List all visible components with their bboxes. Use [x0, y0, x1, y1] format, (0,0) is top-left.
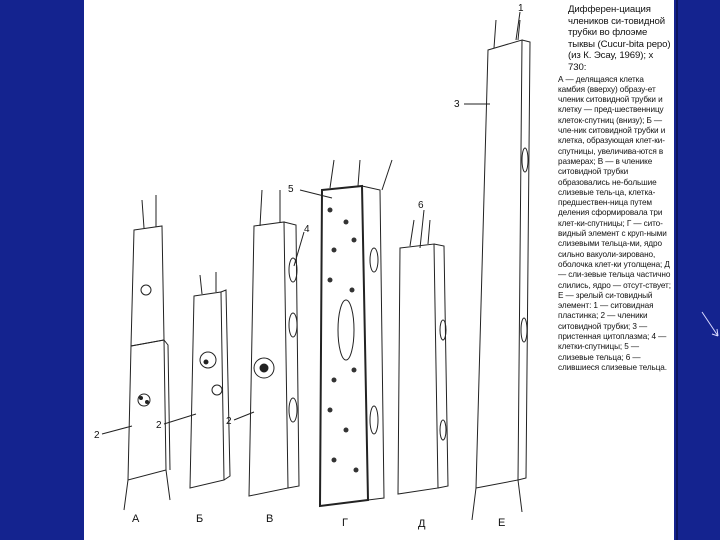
caption-title: Дифферен-циация члеников си-товидной трубки во флоэме тыквы (Cucur-bita pepo) (из К. Эсау, 1969); х 730: [568, 4, 671, 73]
cell-panel-a [124, 195, 170, 510]
cell-panel-d [398, 220, 448, 494]
callout-1: 1 [518, 3, 524, 14]
panel-label-b: Б [196, 513, 204, 525]
panel-label-d: Д [418, 518, 426, 530]
callout-4: 4 [304, 224, 310, 235]
cell-panel-b [190, 272, 230, 488]
figure-page [84, 0, 674, 540]
cell-panel-e [472, 20, 530, 520]
callout-2-b: 2 [156, 420, 162, 431]
cell-panel-v [249, 190, 299, 496]
callout-5: 5 [288, 184, 294, 195]
panel-label-v: В [266, 513, 274, 525]
page-edge-shadow [676, 0, 678, 540]
callout-2-a: 2 [94, 430, 100, 441]
panel-label-e: Е [498, 517, 506, 529]
panel-label-a: А [132, 513, 140, 525]
callout-2-c: 2 [226, 416, 232, 427]
caption-body: А — делящаяся клетка камбия (вверху) образу-ет членик ситовидной трубки и клетку — пред-шественницу клеток-спутниц (внизу); Б — чле-ник ситовидной трубки и клетка, образующая клет-ки-спутницы, увеличива-ются в размерах; В — в членике ситовидной трубки образовались не-большие слизевые тель-ца, клетка-предшествен-ница путем деления сформировала три клет-ки-спутницы; Г — сито-видный элемент с круп-ными слизевыми тельца-ми, ядро сильно вакуоли-зировано, оболочка клет-ки утолщена; Д — сли-зевые тельца частично слились, ядро — отсут-ствует; Е — зрелый си-товидный элемент: 1 — ситовидная пластинка; 2 — членики ситовидной трубки; 3 — пристенная цитоплазма; 4 — клетки-спутницы; 5 — слизевые тельца; 6 — слившиеся слизевые тельца. [558, 74, 671, 372]
panel-label-g: Г [342, 517, 348, 529]
callout-6: 6 [418, 200, 424, 211]
pointer-arrow-icon [700, 310, 720, 340]
figure-caption [558, 4, 672, 373]
callout-3: 3 [454, 99, 460, 110]
